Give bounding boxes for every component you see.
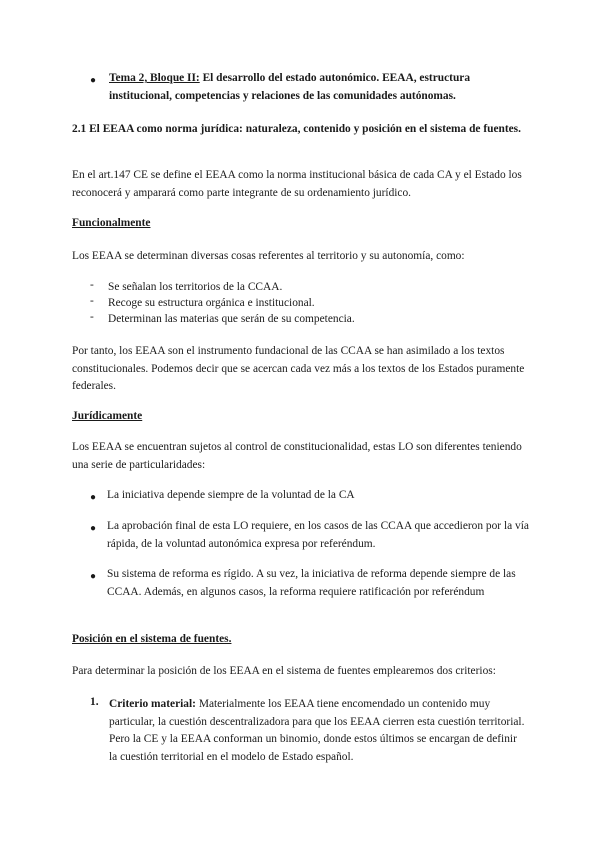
- topic-title-text: El desarrollo del estado autonómico. EEAA, estructura institucional, competencias y relaciones de las comunidades autónomas.: [109, 72, 471, 102]
- posicion-heading: Posición en el sistema de fuentes.: [72, 633, 232, 645]
- criterion-number: 1.: [90, 696, 99, 708]
- funcional-heading: Funcionalmente: [72, 217, 151, 229]
- criterion-item: [109, 696, 527, 766]
- juridico-lead: Los EEAA se encuentran sujetos al control de constitucionalidad, estas LO son diferentes teniendo una serie de particularidades:: [72, 441, 522, 471]
- bullet-icon: ●: [90, 492, 97, 503]
- bullet-icon: ●: [90, 571, 97, 582]
- bullet-icon: ●: [90, 523, 97, 534]
- funcional-lead: Los EEAA se determinan diversas cosas referentes al territorio y su autonomía, como:: [72, 250, 465, 262]
- intro-paragraph: En el art.147 CE se define el EEAA como la norma institucional básica de cada CA y el Estado los reconocerá y amparará como parte integrante de su ordenamiento jurídico.: [72, 169, 522, 199]
- criterion-label: Criterio material:: [109, 698, 196, 710]
- bullet-icon: ●: [90, 75, 97, 86]
- juridico-item: Su sistema de reforma es rígido. A su vez, la iniciativa de reforma depende siempre de las CCAA. Además, en algunos casos, la reforma requiere ratificación por referéndum: [107, 568, 516, 598]
- juridico-item: La aprobación final de esta LO requiere, en los casos de las CCAA que accedieron por la vía rápida, de la voluntad autonómica expresa por referéndum.: [107, 520, 529, 550]
- funcional-item: Recoge su estructura orgánica e institucional.: [108, 297, 315, 309]
- section-heading: 2.1 El EEAA como norma jurídica: naturaleza, contenido y posición en el sistema de fuentes.: [72, 123, 521, 135]
- dash-icon: -: [90, 295, 94, 307]
- dash-icon: -: [90, 311, 94, 323]
- topic-title-label: Tema 2, Bloque II:: [109, 72, 200, 84]
- juridico-item: La iniciativa depende siempre de la voluntad de la CA: [107, 489, 355, 501]
- juridico-heading: Jurídicamente: [72, 410, 143, 422]
- topic-title: [109, 70, 529, 105]
- criterion-text: Materialmente los EEAA tiene encomendado un contenido muy particular, la cuestión descentralizadora para que los EEAA cierren esta cuestión territorial. Pero la CE y la EEAA conforman un binomio, donde estos últimos se encargan de definir la cuestión territorial en el modelo de Estado español.: [109, 698, 525, 763]
- funcional-item: Se señalan los territorios de la CCAA.: [108, 281, 283, 293]
- funcional-conclusion: Por tanto, los EEAA son el instrumento fundacional de las CCAA se han asimilado a los textos constitucionales. Podemos decir que se acercan cada vez más a los textos de los Estados puramente federales.: [72, 345, 525, 392]
- posicion-lead: Para determinar la posición de los EEAA en el sistema de fuentes emplearemos dos criterios:: [72, 665, 496, 677]
- dash-icon: -: [90, 279, 94, 291]
- funcional-item: Determinan las materias que serán de su competencia.: [108, 313, 355, 325]
